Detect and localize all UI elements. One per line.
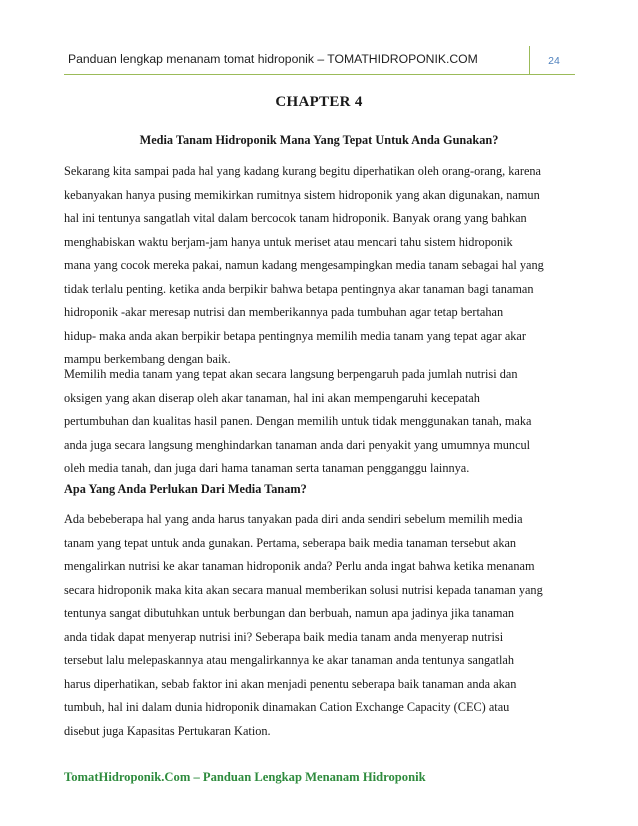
paragraph-line: harus diperhatikan, sebab faktor ini akan menjadi penentu seberapa baik tanaman anda akan xyxy=(64,676,517,691)
paragraph-line: tidak terlalu penting. ketika anda berpikir bahwa betapa pentingnya akar tanaman bagi tanaman xyxy=(64,281,534,296)
paragraph-line: mampu berkembang dengan baik. xyxy=(64,352,231,366)
header-title: Panduan lengkap menanam tomat hidroponik – TOMATHIDROPONIK.COM xyxy=(68,52,478,66)
subheading: Apa Yang Anda Perlukan Dari Media Tanam? xyxy=(64,482,307,496)
paragraph-line: Memilih media tanam yang tepat akan secara langsung berpengaruh pada jumlah nutrisi dan xyxy=(64,367,518,381)
paragraph-line: Ada bebeberapa hal yang anda harus tanyakan pada diri anda sendiri sebelum memilih media xyxy=(64,512,523,526)
paragraph-line: anda tidak dapat menyerap nutrisi ini? Seberapa baik media tanam anda menyerap nutrisi xyxy=(64,629,504,644)
header-rule xyxy=(64,74,575,75)
paragraph-line: secara hidroponik maka kita akan secara manual memberikan solusi nutrisi kepada tanaman yang xyxy=(64,582,543,597)
paragraph-3 xyxy=(64,508,574,743)
paragraph-line: tentunya sangat dibutuhkan untuk berbungan dan berbuah, namun apa jadinya jika tanaman xyxy=(64,606,515,620)
paragraph-line: Sekarang kita sampai pada hal yang kadang kurang begitu diperhatikan oleh orang-orang, karena xyxy=(64,164,542,178)
paragraph-line: tanam yang tepat untuk anda gunakan. Pertama, seberapa baik media tanaman tersebut akan xyxy=(64,535,517,550)
chapter-title: CHAPTER 4 xyxy=(275,94,363,110)
paragraph-line: pertumbuhan dan kualitas hasil panen. Dengan memilih untuk tidak menggunakan tanah, maka xyxy=(64,414,532,428)
page-number: 24 xyxy=(548,55,560,67)
paragraph-line: mana yang cocok mereka pakai, namun kadang mengesampingkan media tanam sebagai hal yang xyxy=(64,258,544,272)
paragraph-line: oksigen yang akan diserap oleh akar tanaman, hal ini akan mempengaruhi kecepatah xyxy=(64,390,480,405)
section-title: Media Tanam Hidroponik Mana Yang Tepat Untuk Anda Gunakan? xyxy=(139,133,499,147)
page-header xyxy=(64,46,575,76)
paragraph-line: oleh media tanah, dan juga dari hama tanaman serta tanaman pengganggu lainnya. xyxy=(64,461,470,475)
paragraph-2 xyxy=(64,363,574,481)
paragraph-line: menghabiskan waktu berjam-jam hanya untuk meriset atau mencari tahu sistem hidroponik xyxy=(64,234,513,249)
paragraph-line: hal ini tentunya sangatlah vital dalam bercocok tanam hidroponik. Banyak orang yang bahkan xyxy=(64,211,527,225)
paragraph-line: tumbuh, hal ini dalam dunia hidroponik dinamakan Cation Exchange Capacity (CEC) atau xyxy=(64,700,510,714)
page-footer: TomatHidroponik.Com – Panduan Lengkap Menanam Hidroponik xyxy=(64,770,426,784)
paragraph-line: mengalirkan nutrisi ke akar tanaman hidroponik anda? Perlu anda ingat bahwa ketika menanam xyxy=(64,559,535,573)
paragraph-line: kebanyakan hanya pusing memikirkan rumitnya sistem hidroponik yang akan digunakan, namun xyxy=(64,187,540,202)
paragraph-1 xyxy=(64,160,574,372)
paragraph-line: anda juga secara langsung menghindarkan tanaman anda dari penyakit yang umumnya muncul xyxy=(64,437,531,452)
header-divider xyxy=(529,46,530,74)
paragraph-line: disebut juga Kapasitas Pertukaran Kation. xyxy=(64,723,271,738)
paragraph-line: hidup- maka anda akan berpikir betapa pentingnya memilih media tanam yang tepat agar akar xyxy=(64,328,526,343)
paragraph-line: tersebut lalu melepaskannya atau mengalirkannya ke akar tanaman anda tentunya sangatlah xyxy=(64,653,515,667)
paragraph-line: hidroponik -akar meresap nutrisi dan memberikannya pada tumbuhan agar tetap bertahan xyxy=(64,305,504,319)
